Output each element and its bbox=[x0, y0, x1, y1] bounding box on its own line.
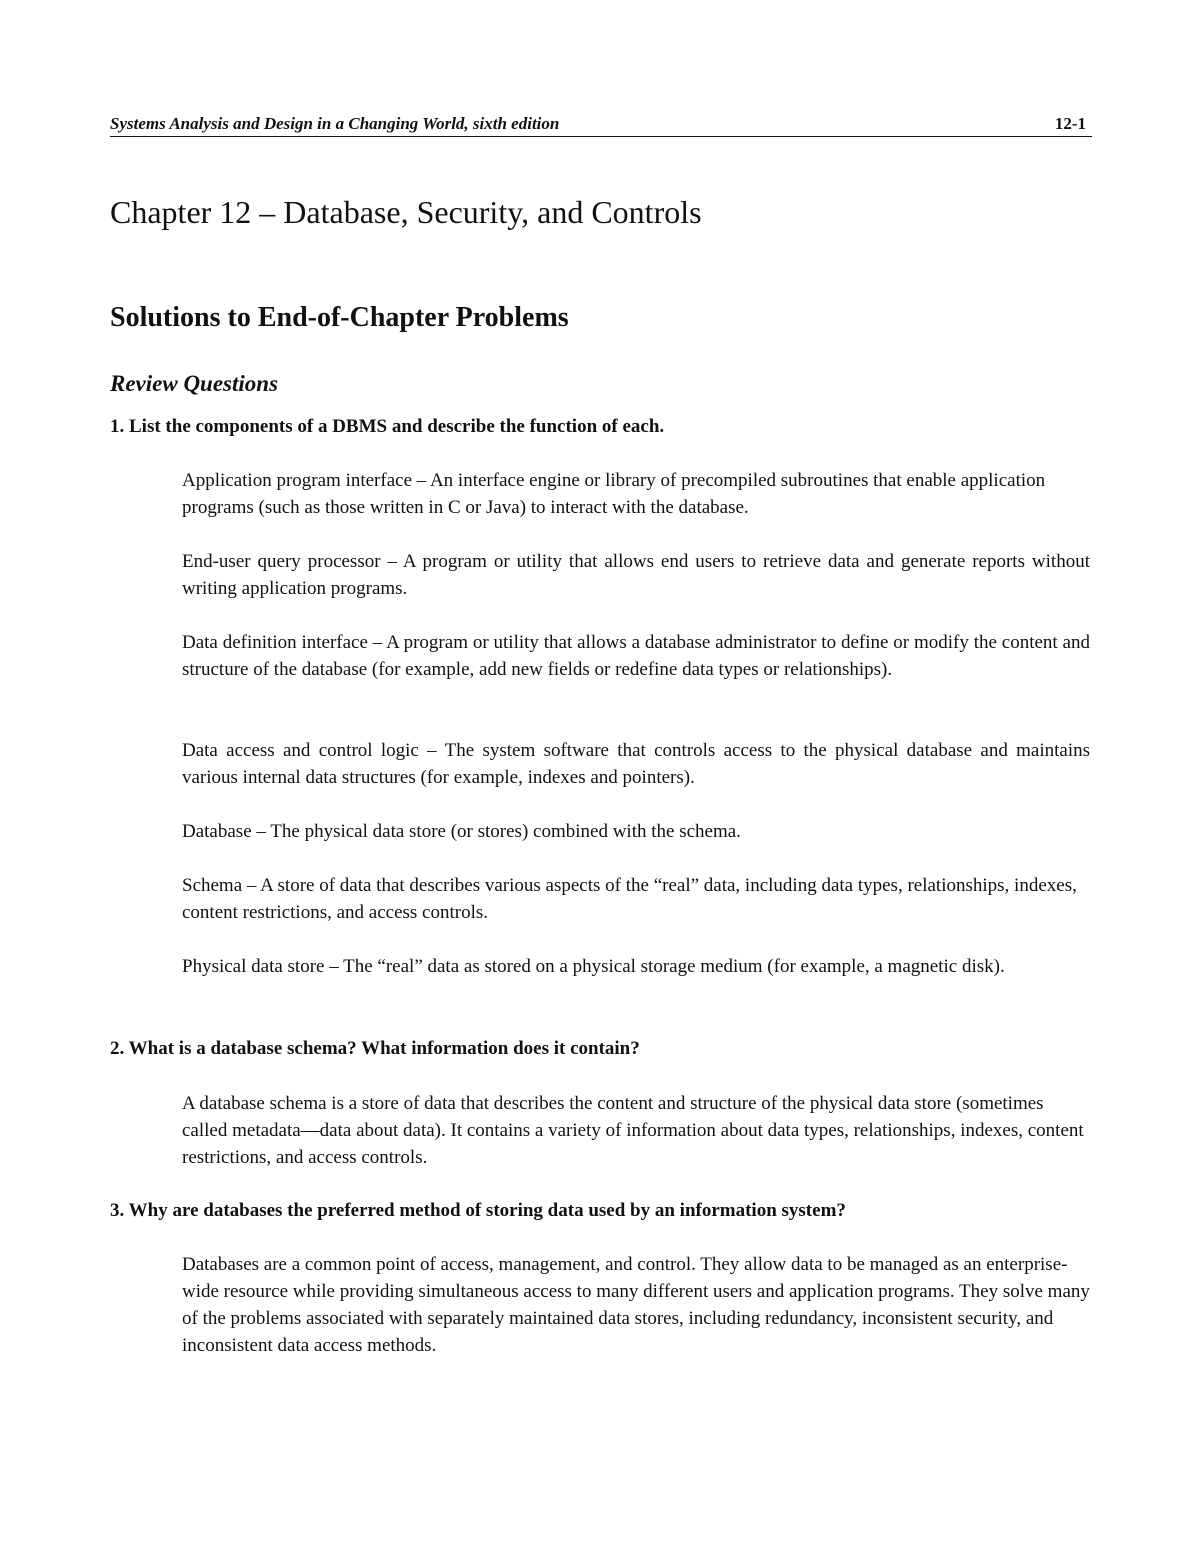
answer-paragraph: Data access and control logic – The system software that controls access to the physical database and maintains various internal data structures (for example, indexes and pointers). bbox=[182, 740, 1090, 788]
subsection-title: Review Questions bbox=[110, 371, 279, 396]
answer-paragraph: Physical data store – The “real” data as stored on a physical storage medium (for example, a magnetic disk). bbox=[182, 956, 1005, 977]
question-1: 1. List the components of a DBMS and describe the function of each. bbox=[110, 416, 665, 437]
answer-paragraph: Application program interface – An interface engine or library of precompiled subroutines that enable application programs (such as those written in C or Java) to interact with the database. bbox=[182, 470, 1046, 518]
answer-paragraph: Databases are a common point of access, management, and control. They allow data to be managed as an enterprise-wide resource while providing simultaneous access to many different users and application programs. They solve many of the problems associated with separately maintained data stores, including redundancy, inconsistent security, and inconsistent data access methods. bbox=[182, 1254, 1090, 1356]
question-2: 2. What is a database schema? What information does it contain? bbox=[110, 1038, 640, 1059]
chapter-title: Chapter 12 – Database, Security, and Controls bbox=[110, 194, 702, 230]
page-number: 12-1 bbox=[1054, 114, 1086, 133]
answer-paragraph: End-user query processor – A program or utility that allows end users to retrieve data and generate reports without writing application programs. bbox=[182, 551, 1090, 599]
answer-paragraph: Database – The physical data store (or stores) combined with the schema. bbox=[182, 821, 741, 842]
section-title: Solutions to End-of-Chapter Problems bbox=[110, 302, 569, 333]
question-3: 3. Why are databases the preferred method of storing data used by an information system? bbox=[110, 1200, 846, 1221]
answer-paragraph: Data definition interface – A program or utility that allows a database administrator to define or modify the content and structure of the database (for example, add new fields or redefine data types or relationships). bbox=[182, 632, 1090, 680]
answer-paragraph: Schema – A store of data that describes various aspects of the “real” data, including data types, relationships, indexes, content restrictions, and access controls. bbox=[182, 875, 1077, 923]
answer-paragraph: A database schema is a store of data that describes the content and structure of the physical data store (sometimes called metadata—data about data). It contains a variety of information about data types, relationships, indexes, content restrictions, and access controls. bbox=[182, 1093, 1084, 1168]
book-title: Systems Analysis and Design in a Changing World, sixth edition bbox=[110, 114, 560, 133]
running-header bbox=[110, 114, 1092, 137]
